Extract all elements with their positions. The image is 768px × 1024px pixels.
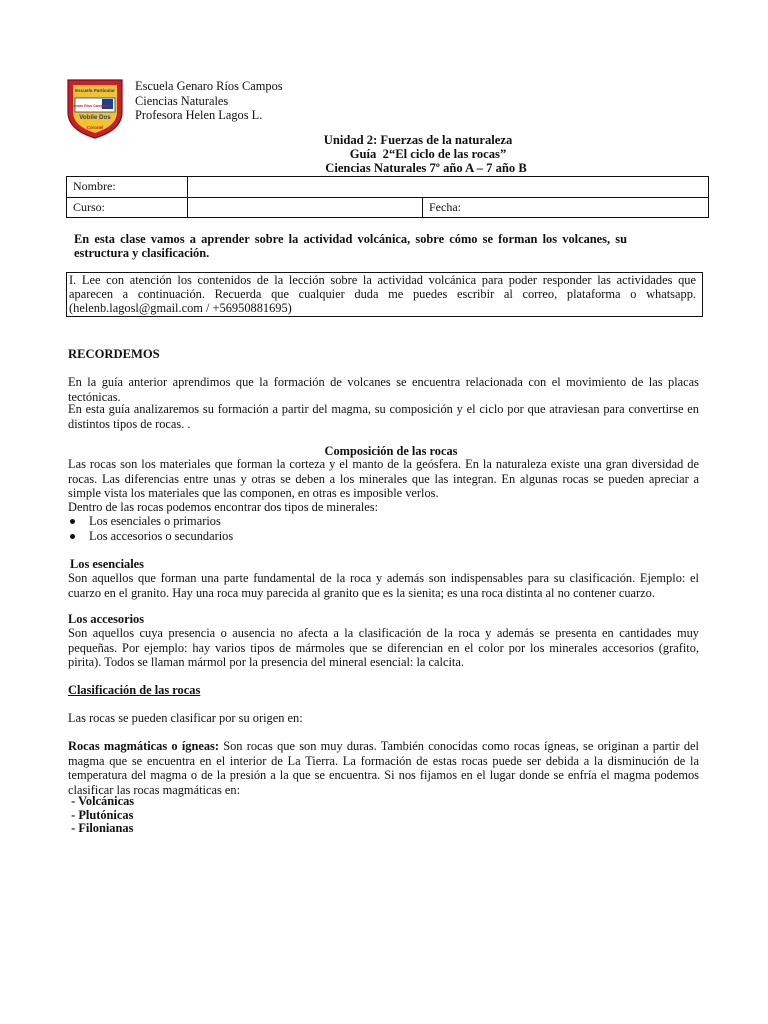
name-label: Nombre: (67, 177, 188, 198)
student-info-table (66, 176, 709, 218)
magmatic-text: Son rocas que son muy duras. También conocidas como rocas ígneas, se originan a partir del magma que se encuentra en el interior de La Tierra. La formación de estas rocas puede ser debida a la disminución de la temperatura del magma o de la presión a la que se encuentra. Si nos fijamos en el lugar donde se enfría el magma podemos clasificar las rocas magmáticas en: (68, 739, 699, 797)
recall-paragraph-2: En esta guía analizaremos su formación a partir del magma, su composición y el ciclo por que atraviesan para convertirse en distintos tipos de rocas. . (68, 402, 699, 431)
unit-title: Unidad 2: Fuerzas de la naturaleza (323, 133, 513, 147)
logo-bottom-text: Coronel (86, 125, 104, 130)
school-name: Escuela Genaro Ríos Campos (135, 79, 283, 93)
classification-intro: Las rocas se pueden clasificar por su origen en: (68, 711, 303, 725)
accesorios-heading: Los accesorios (68, 612, 145, 626)
magmatic-paragraph (68, 739, 699, 797)
course-field[interactable] (188, 197, 423, 218)
lesson-objective: En esta clase vamos a aprender sobre la actividad volcánica, sobre cómo se forman los volcanes, su estructura y clasificación. (74, 232, 627, 261)
accesorios-paragraph: Son aquellos cuya presencia o ausencia no afecta a la clasificación de la roca y además se presenta en cantidades muy pequeñas. Por ejemplo: hay varios tipos de mármoles que se diferencian en el color por los minerales accesorios (grafito, pirita). Todos se llaman mármol por la presencia del mineral esencial: la calcita. (68, 626, 699, 670)
esenciales-paragraph: Son aquellos que forman una parte fundamental de la roca y además son indispensables para su clasificación. Ejemplo: el cuarzo en el granito. Hay una roca muy parecida al granito que es la sienita; es una roca distinta al no contener cuarzo. (68, 571, 699, 600)
course-title: Ciencias Naturales 7º año A – 7 año B (325, 160, 527, 175)
bullet-icon (70, 519, 75, 524)
magmatic-types-list (68, 794, 134, 835)
logo-top-text: Escuela Particular (75, 88, 115, 93)
composition-heading: Composición de las rocas (324, 444, 458, 458)
magmatic-label: Rocas magmáticas o ígneas: (68, 739, 219, 753)
subject-name: Ciencias Naturales (135, 93, 229, 108)
guide-title: Guía 2“El ciclo de las rocas” (349, 146, 507, 161)
mineral-types-intro: Dentro de las rocas podemos encontrar dos tipos de minerales: (68, 500, 379, 514)
guide-titles (0, 134, 768, 175)
classification-heading: Clasificación de las rocas (68, 683, 201, 697)
teacher-name: Profesora Helen Lagos L. (135, 108, 263, 123)
name-field[interactable] (188, 177, 709, 198)
mineral-types-list (68, 514, 233, 543)
list-item: Los esenciales o primarios (68, 514, 233, 529)
date-field[interactable] (423, 197, 709, 218)
school-info (135, 79, 283, 123)
school-logo (66, 78, 124, 140)
list-item: - Volcánicas (68, 794, 135, 808)
list-item: - Plutónicas (68, 807, 134, 822)
course-label: Curso: (67, 197, 188, 218)
composition-paragraph: Las rocas son los materiales que forman la corteza y el manto de la geósfera. En la naturaleza existe una gran diversidad de rocas. Las diferencias entre unas y otras se deben a los minerales que las integran. En algunas rocas se pueden apreciar a simple vista los materiales que las componen, en otras es imposible verlos. (68, 457, 699, 501)
list-item: - Filonianas (68, 821, 134, 836)
recordemos-heading: RECORDEMOS (68, 347, 160, 361)
list-item: Los accesorios o secundarios (68, 529, 233, 544)
logo-middle-text: "Genaro Ríos Campos" (69, 104, 109, 108)
date-label: Fecha: (429, 199, 461, 214)
instructions-box: I. Lee con atención los contenidos de la lección sobre la actividad volcánica para poder responder las actividades que aparecen a continuación. Recuerda que cualquier duda me puedes escribir al correo, plataforma o whatsapp. (helenb.lagosl@gmail.com / +56950881695) (66, 272, 703, 317)
recall-paragraph-1: En la guía anterior aprendimos que la formación de volcanes se encuentra relacionada con el movimiento de las placas tectónicas. (68, 375, 699, 404)
esenciales-heading: Los esenciales (70, 557, 144, 571)
logo-motto-text: Vobile Dos (79, 114, 111, 121)
bullet-icon (70, 534, 75, 539)
